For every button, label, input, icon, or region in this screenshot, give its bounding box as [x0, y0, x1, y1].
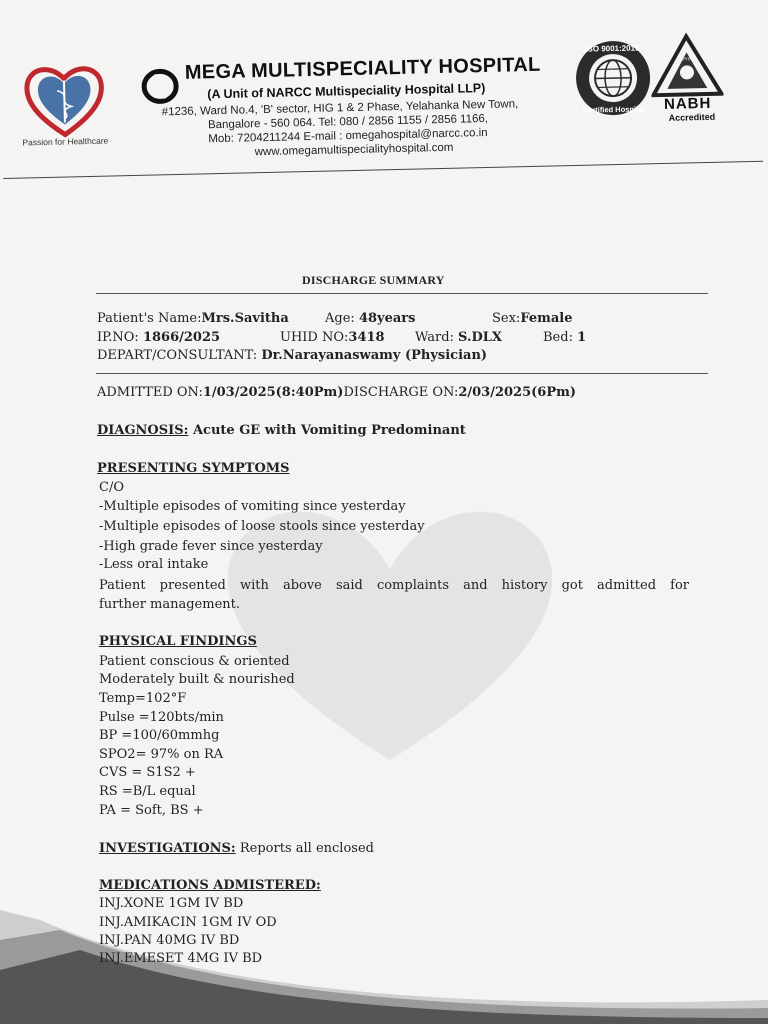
finding-line: PA = Soft, BS +: [99, 803, 204, 818]
patient-sex-label: Sex:: [492, 311, 521, 326]
symptom-line: -Multiple episodes of vomiting since yesterday: [99, 499, 406, 514]
ward-row: [415, 330, 502, 345]
nabh-sub-text: Accredited: [668, 111, 716, 123]
ip-number: 1866/2025: [142, 330, 221, 345]
ip-row: [97, 330, 220, 345]
bed-value: 1: [577, 330, 587, 345]
consultant-name: Dr.Narayanaswamy (Physician): [261, 348, 488, 363]
symptom-line: C/O: [99, 480, 124, 495]
medication-line: INJ.XONE 1GM IV BD: [99, 896, 244, 911]
address-line-1: #1236, Ward No.4, 'B' sector, HIG 1 & 2 Phase, Yelahanka New Town,: [161, 98, 519, 119]
patient-sex: Female: [520, 311, 573, 326]
website: www.omegamultispecialityhospital.com: [254, 141, 454, 159]
patient-age-label: Age:: [325, 311, 355, 326]
consultant-label: DEPART/CONSULTANT:: [97, 348, 258, 363]
finding-line: BP =100/60mmhg: [99, 728, 220, 743]
tagline: Passion for Healthcare: [22, 135, 109, 148]
bed-row: [543, 330, 586, 345]
patient-name-label: Patient's Name:: [97, 311, 202, 326]
title-divider: [96, 293, 708, 294]
symptoms-heading: PRESENTING SYMPTOMS: [97, 461, 290, 476]
symptoms-paragraph-line-1: Patient presented with above said complaints and history got admitted for: [99, 578, 689, 593]
consultant-row: [97, 348, 487, 363]
iso-sub-text: Certified Hospital: [582, 104, 645, 115]
ward-label: Ward:: [415, 330, 454, 345]
bed-label: Bed:: [543, 330, 573, 345]
finding-line: Pulse =120bts/min: [99, 710, 224, 725]
investigations-value: Reports all enclosed: [239, 841, 374, 856]
medication-line: INJ.EMESET 4MG IV BD: [99, 951, 263, 966]
uhid-number: 3418: [348, 330, 385, 345]
omega-o-logo-icon: [141, 68, 180, 105]
finding-line: Patient conscious & oriented: [99, 654, 290, 669]
medication-line: INJ.PAN 40MG IV BD: [99, 933, 240, 948]
discharge-date: 2/03/2025(6Pm): [458, 385, 577, 400]
ip-label: IP.NO:: [97, 330, 139, 345]
investigations-label: INVESTIGATIONS:: [99, 841, 236, 856]
symptom-line: -Multiple episodes of loose stools since yesterday: [99, 519, 425, 534]
finding-line: Temp=102°F: [99, 691, 187, 706]
hospital-name: MEGA MULTISPECIALITY HOSPITAL: [184, 53, 541, 84]
medications-heading: MEDICATIONS ADMISTERED:: [99, 878, 321, 893]
discharge-label: DISCHARGE ON:: [343, 385, 459, 400]
symptom-line: -High grade fever since yesterday: [99, 539, 323, 554]
patient-name-row: [97, 311, 289, 326]
finding-line: SPO2= 97% on RA: [99, 747, 224, 762]
symptoms-paragraph-line-2: further management.: [99, 597, 241, 612]
diagnosis-value: Acute GE with Vomiting Predominant: [192, 423, 466, 438]
medication-line: INJ.AMIKACIN 1GM IV OD: [99, 915, 277, 930]
symptom-line: -Less oral intake: [99, 557, 209, 572]
nabh-pre-text: Pre: [682, 56, 691, 63]
patient-name: Mrs.Savitha: [201, 311, 289, 326]
admitted-label: ADMITTED ON:: [97, 385, 203, 400]
uhid-label: UHID NO:: [280, 330, 349, 345]
nabh-accredited-badge-icon: [650, 32, 724, 126]
header-divider: [3, 161, 763, 179]
finding-line: RS =B/L equal: [99, 784, 196, 799]
finding-line: Moderately built & nourished: [99, 672, 295, 687]
ward-value: S.DLX: [458, 330, 502, 345]
admission-row: [97, 385, 576, 400]
address-line-2: Bangalore - 560 064. Tel: 080 / 2856 1155 / 2856 1166,: [207, 112, 489, 132]
patient-sex-row: [492, 311, 573, 326]
letterhead: [0, 21, 768, 188]
document-title: DISCHARGE SUMMARY: [302, 273, 445, 287]
patient-divider: [96, 373, 708, 374]
diagnosis-row: [97, 423, 466, 438]
finding-line: CVS = S1S2 +: [99, 765, 196, 780]
iso-text: ISO 9001:2015: [585, 43, 640, 54]
investigations-row: [99, 841, 374, 856]
heart-logo-icon: [23, 60, 107, 142]
findings-heading: PHYSICAL FINDINGS: [99, 634, 257, 649]
uhid-row: [280, 330, 385, 345]
patient-age-row: [325, 311, 415, 326]
iso-certified-badge-icon: [572, 37, 654, 119]
address-line-3: Mob: 7204211244 E-mail : omegahospital@narcc.co.in: [208, 126, 488, 146]
admitted-date: 1/03/2025(8:40Pm): [202, 385, 344, 400]
diagnosis-label: DIAGNOSIS:: [97, 423, 189, 438]
patient-age: 48years: [358, 311, 416, 326]
hospital-unit: (A Unit of NARCC Multispeciality Hospital LLP): [207, 81, 486, 102]
nabh-text: NABH: [663, 94, 712, 113]
